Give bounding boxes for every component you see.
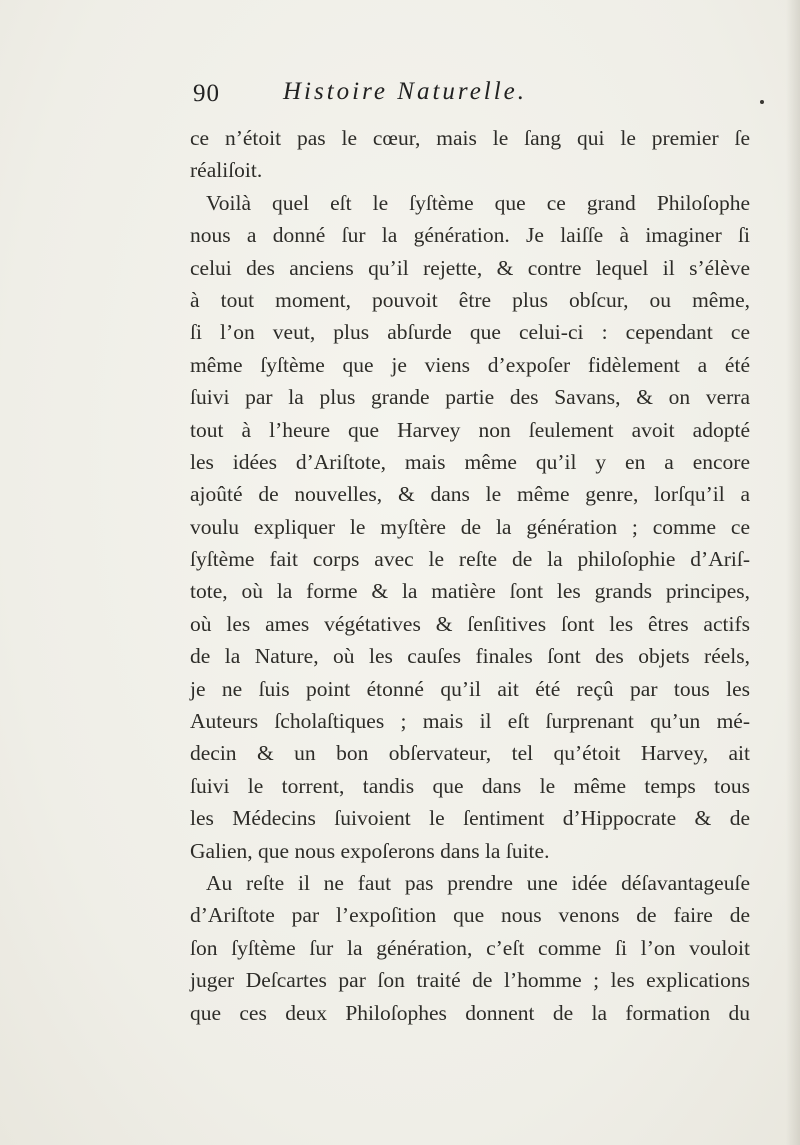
- body-text: [190, 122, 750, 1029]
- page-header: [193, 78, 753, 114]
- text-line: ſuivi par la plus grande partie des Savans, & on verra: [190, 385, 750, 410]
- text-line: je ne ſuis point étonné qu’il ait été reçû par tous les: [190, 676, 750, 701]
- text-line: decin & un bon obſervateur, tel qu’étoit Harvey, ait: [190, 741, 750, 766]
- running-head: Histoire Naturelle.: [283, 78, 528, 105]
- text-line: Auteurs ſcholaſtiques ; mais il eſt ſurprenant qu’un mé-: [190, 709, 750, 734]
- text-line: tout à l’heure que Harvey non ſeulement avoit adopté: [190, 417, 750, 442]
- text-line: de la Nature, où les cauſes finales ſont des objets réels,: [190, 644, 750, 669]
- text-line: voulu expliquer le myſtère de la génération ; comme ce: [190, 514, 750, 539]
- page-number: 90: [193, 80, 220, 107]
- text-line: que ces deux Philoſophes donnent de la formation du: [190, 1000, 750, 1025]
- page-edge-shadow: [786, 0, 800, 1145]
- text-line: ſon ſyſtème ſur la génération, c’eſt comme ſi l’on vouloit: [190, 935, 750, 960]
- text-line: ſuivi le torrent, tandis que dans le même temps tous: [190, 773, 750, 798]
- text-line: nous a donné ſur la génération. Je laiſſe à imaginer ſi: [190, 223, 750, 248]
- text-line: même ſyſtème que je viens d’expoſer fidèlement a été: [190, 352, 750, 377]
- text-line: d’Ariſtote par l’expoſition que nous venons de faire de: [190, 903, 750, 928]
- text-line: juger Deſcartes par ſon traité de l’homme ; les explications: [190, 968, 750, 993]
- text-line: celui des anciens qu’il rejette, & contre lequel il s’élève: [190, 255, 750, 280]
- text-line: réaliſoit.: [190, 158, 263, 183]
- text-line: où les ames végétatives & ſenſitives ſont les êtres actifs: [190, 611, 750, 636]
- text-line: Galien, que nous expoſerons dans la ſuite.: [190, 838, 550, 863]
- text-line: ce n’étoit pas le cœur, mais le ſang qui le premier ſe: [190, 126, 750, 150]
- text-line: ajoûté de nouvelles, & dans le même genre, lorſqu’il a: [190, 482, 750, 507]
- paragraph-start-line: Voilà quel eſt le ſyſtème que ce grand Philoſophe: [206, 190, 750, 215]
- text-line: les idées d’Ariſtote, mais même qu’il y en a encore: [190, 449, 750, 474]
- text-line: tote, où la forme & la matière ſont les grands principes,: [190, 579, 750, 604]
- ink-dot-mark: [760, 100, 764, 104]
- text-line: à tout moment, pouvoit être plus obſcur, ou même,: [190, 287, 750, 312]
- text-line: ſi l’on veut, plus abſurde que celui-ci : cependant ce: [190, 320, 750, 345]
- text-line: ſyſtème fait corps avec le reſte de la philoſophie d’Ariſ-: [190, 547, 750, 572]
- paragraph-start-line: Au reſte il ne faut pas prendre une idée déſavantageuſe: [206, 870, 750, 895]
- text-line: les Médecins ſuivoient le ſentiment d’Hippocrate & de: [190, 806, 750, 831]
